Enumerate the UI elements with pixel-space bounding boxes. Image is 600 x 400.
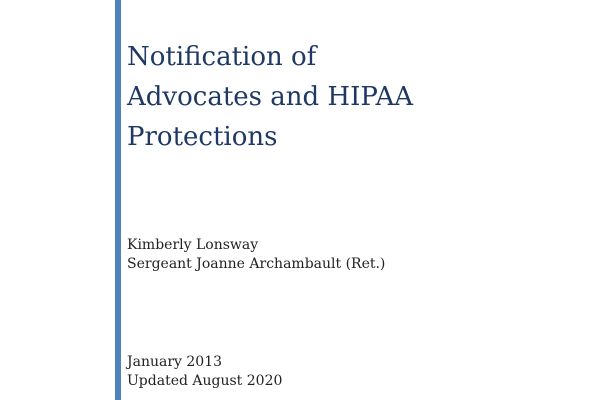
document-title: [127, 37, 567, 157]
title-line: Advocates and HIPAA: [127, 82, 414, 112]
publication-dates: [127, 353, 567, 391]
title-line: Protections: [127, 122, 278, 152]
title-line: Notification of: [127, 42, 317, 72]
publication-date: January 2013: [127, 354, 223, 370]
author-list: [127, 236, 567, 274]
updated-date: Updated August 2020: [127, 373, 283, 389]
author-name: Sergeant Joanne Archambault (Ret.): [127, 256, 386, 272]
accent-bar: [115, 0, 121, 400]
author-name: Kimberly Lonsway: [127, 237, 259, 253]
